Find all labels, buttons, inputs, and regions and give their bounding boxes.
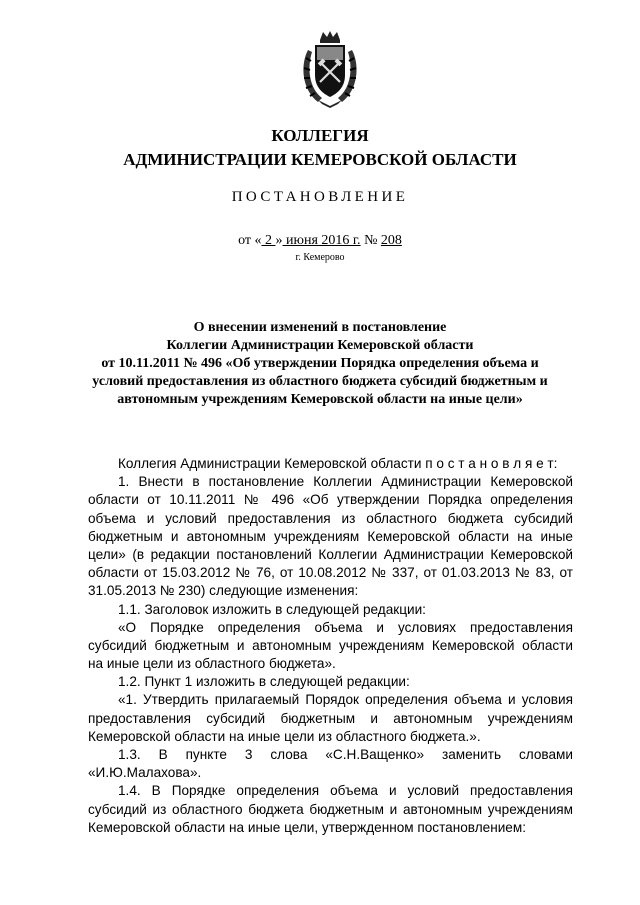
- org-title-line2: АДМИНИСТРАЦИИ КЕМЕРОВСКОЙ ОБЛАСТИ: [123, 150, 517, 169]
- body-line: субсидий бюджетным и автономным учреждениям Кемеровской области: [88, 637, 573, 653]
- subject-line: от 10.11.2011 № 496 «Об утверждении Порядка определения объема и: [101, 356, 539, 371]
- body-line: 1.4. В Порядке определения объема и условий предоставления: [118, 783, 573, 799]
- body-line: предоставления субсидий бюджетным и автономным учреждениям: [88, 710, 573, 726]
- document-number: 208: [380, 233, 402, 248]
- kemerovo-coat-of-arms-icon: [298, 30, 362, 108]
- number-label: №: [360, 233, 381, 248]
- date-day: 2: [261, 233, 276, 248]
- body-line: 31.05.2013 № 230) следующие изменения:: [88, 583, 359, 599]
- body-line: 1.1. Заголовок изложить в следующей редакции:: [118, 601, 426, 617]
- subject-line: О внесении изменений в постановление: [193, 320, 447, 335]
- body-line: Кемеровской области на иные цели, утвержденном постановлением:: [88, 819, 526, 835]
- date-month-year: июня 2016 г.: [282, 233, 361, 248]
- subject-line: условий предоставления из областного бюджета субсидий бюджетным и: [92, 374, 548, 389]
- body-line: бюджетным и автономным учреждениям Кемеровской области на иные: [88, 528, 573, 544]
- body-line: области от 10.11.2011 № 496 «Об утверждении Порядка определения: [88, 492, 573, 508]
- subject-line: автономным учреждениям Кемеровской области на иные цели»: [117, 392, 523, 407]
- document-body: [88, 455, 573, 837]
- body-line: объема и условий предоставления из областного бюджета субсидий: [88, 510, 573, 526]
- body-line: на иные цели из областного бюджета».: [88, 656, 336, 672]
- body-line: Кемеровской области на иные цели из областного бюджета.».: [88, 728, 481, 744]
- subject-line: Коллегии Администрации Кемеровской области: [166, 338, 474, 353]
- body-line: 1.3. В пункте 3 слова «С.Н.Ващенко» заменить словами: [118, 747, 573, 762]
- body-line: «И.Ю.Малахова».: [88, 765, 202, 781]
- date-line: [0, 233, 640, 249]
- org-title-line1: КОЛЛЕГИЯ: [271, 126, 369, 145]
- body-line: субсидий из областного бюджета бюджетным и автономным учреждениям: [88, 801, 573, 817]
- body-line: области от 15.03.2012 № 76, от 10.08.2012 № 337, от 01.03.2013 № 83, от: [88, 565, 573, 581]
- body-line: Коллегия Администрации Кемеровской области п о с т а н о в л я е т:: [118, 456, 558, 471]
- date-prefix: от «: [238, 233, 262, 248]
- body-line: «1. Утвердить прилагаемый Порядок определения объема и условия: [118, 692, 573, 708]
- body-line: 1. Внести в постановление Коллегии Администрации Кемеровской: [118, 474, 573, 490]
- city: г. Кемерово: [295, 252, 345, 263]
- subject-block: [80, 319, 560, 409]
- body-line: «О Порядке определения объема и условиях предоставления: [118, 619, 573, 635]
- body-line: 1.2. Пункт 1 изложить в следующей редакции:: [118, 674, 410, 690]
- body-line: цели» (в редакции постановлений Коллегии Администрации Кемеровской: [88, 546, 573, 562]
- date-mid: »: [275, 233, 283, 248]
- document-type: ПОСТАНОВЛЕНИЕ: [231, 189, 409, 205]
